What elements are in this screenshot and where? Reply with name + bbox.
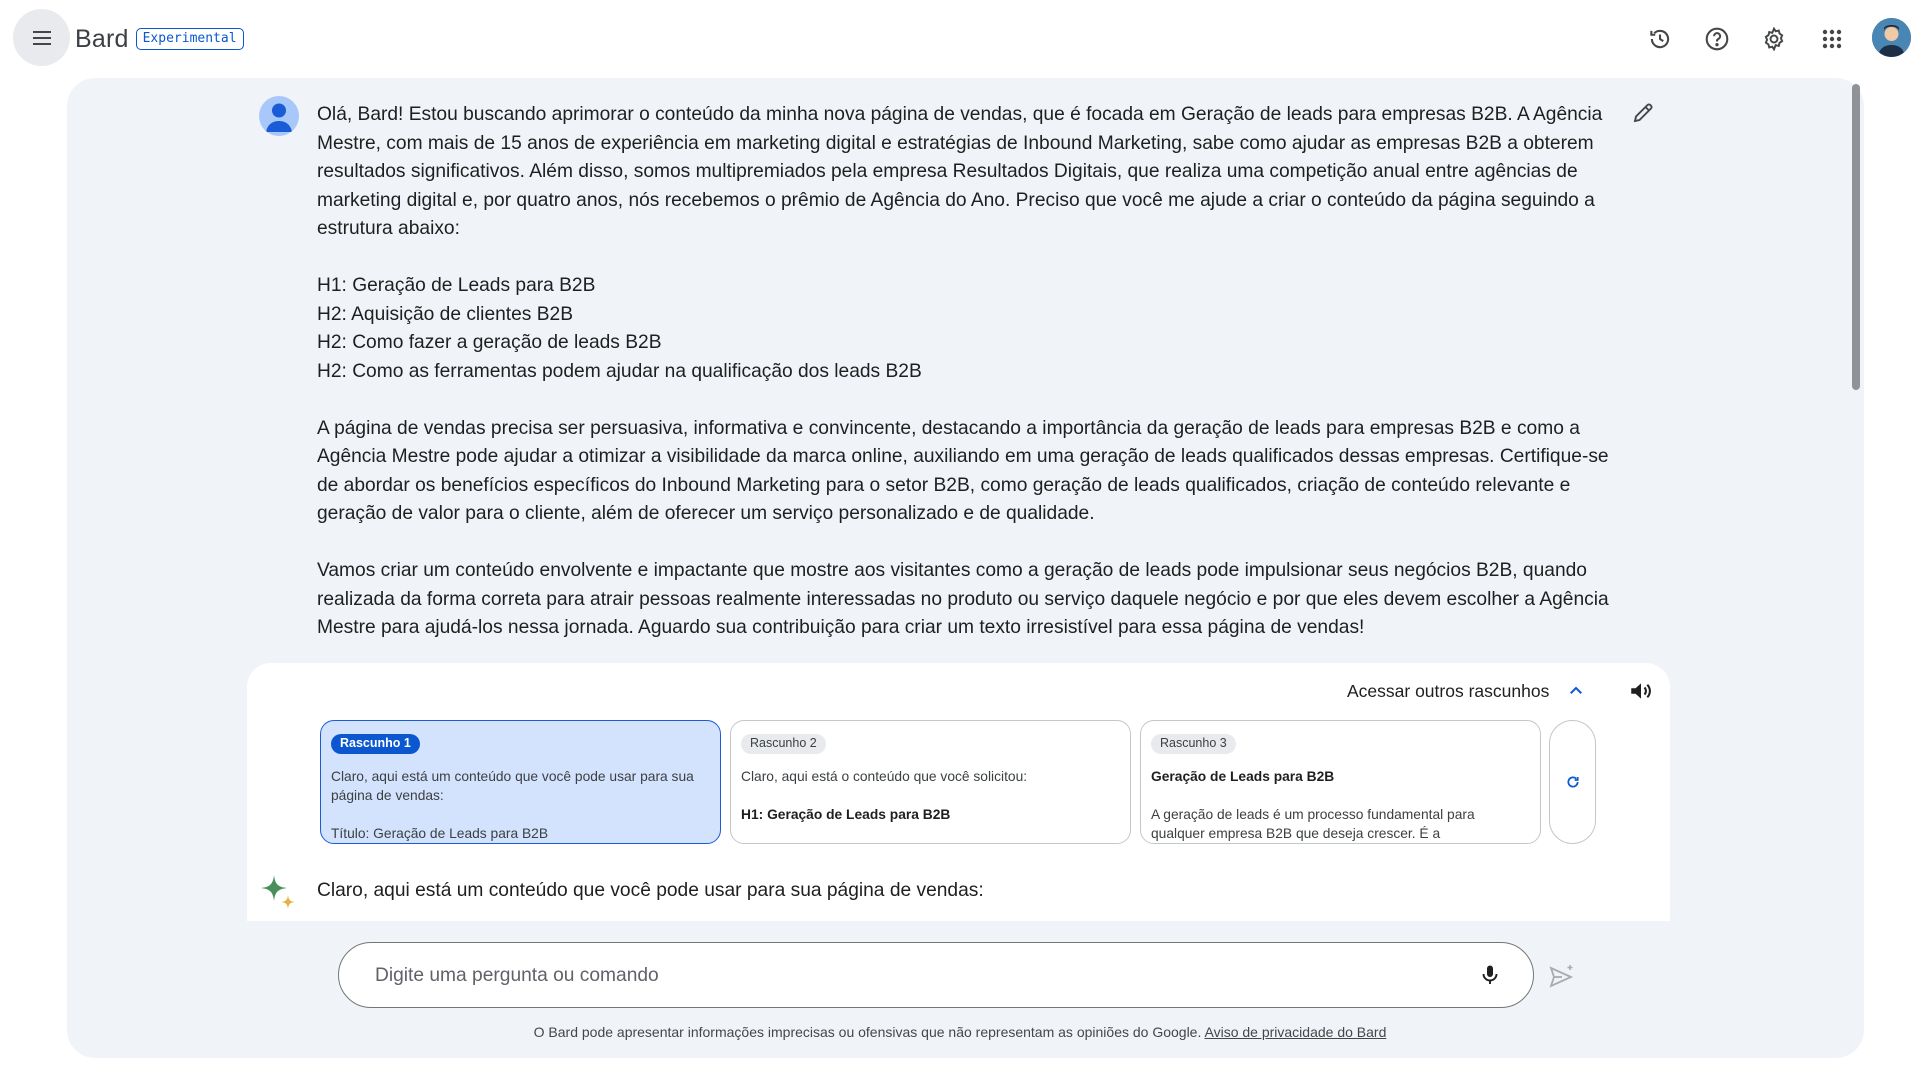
experimental-badge: Experimental	[136, 28, 244, 50]
google-apps-button[interactable]	[1814, 21, 1850, 57]
send-icon	[1548, 963, 1576, 991]
voice-input-button[interactable]	[1473, 958, 1507, 992]
drafts-toggle-label: Acessar outros rascunhos	[1347, 680, 1550, 701]
prompt-paragraph: A página de vendas precisa ser persuasiva, informativa e convincente, destacando a importância da geração de leads para empresas B2B e como a Agência Mestre pode ajudar a otimizar a visibilidade da marca online, auxiliando em uma geração de leads qualificados dessas empresas. Certifique-se de abordar os benefícios específicos do Inbound Marketing para o setor B2B, como geração de leads qualificados, criação de conteúdo relevante e geração de valor para o cliente, além de oferecer um serviço personalizado e de qualidade.	[317, 417, 1609, 524]
response-text: Claro, aqui está um conteúdo que você pode usar para sua página de vendas:	[317, 880, 984, 901]
draft-preview-line: Geração de Leads para B2B	[1151, 769, 1335, 784]
send-button[interactable]	[1546, 961, 1578, 993]
speaker-icon	[1628, 678, 1654, 704]
top-bar	[0, 0, 1920, 78]
draft-chip: Rascunho 3	[1151, 734, 1236, 754]
account-avatar[interactable]	[1872, 18, 1911, 57]
listen-button[interactable]	[1624, 674, 1658, 708]
draft-chip: Rascunho 1	[331, 734, 420, 754]
history-button[interactable]	[1642, 21, 1678, 57]
bard-sparkle-icon	[260, 873, 298, 911]
draft-card-3[interactable]	[1140, 720, 1541, 844]
refresh-icon	[1565, 774, 1581, 790]
apps-grid-icon	[1820, 27, 1844, 51]
edit-prompt-button[interactable]	[1628, 98, 1658, 128]
draft-card-1[interactable]	[320, 720, 721, 844]
draft-preview	[741, 767, 1120, 824]
prompt-paragraph: Olá, Bard! Estou buscando aprimorar o conteúdo da minha nova página de vendas, que é focada em Geração de leads para empresas B2B. A Agência Mestre, com mais de 15 anos de experiência em marketing digital e estratégias de Inbound Marketing, sabe como ajudar as empresas B2B a obterem resultados significativos. Além disso, somos multipremiados pela empresa Resultados Digitais, que realiza uma competição anual entre agências de marketing digital e, por quatro anos, nós recebemos o prêmio de Agência do Ano. Preciso que você me ajude a criar o conteúdo da página seguindo a estrutura abaixo:	[317, 104, 1603, 239]
draft-preview-line: Claro, aqui está o conteúdo que você solicitou:	[741, 769, 1028, 784]
draft-chip: Rascunho 2	[741, 734, 826, 754]
prompt-outline-line: H2: Como as ferramentas podem ajudar na qualificação dos leads B2B	[317, 360, 922, 382]
settings-button[interactable]	[1756, 21, 1792, 57]
help-button[interactable]	[1699, 21, 1735, 57]
draft-card-2[interactable]	[730, 720, 1131, 844]
draft-preview-line: H1: Geração de Leads para B2B	[741, 807, 951, 822]
menu-icon	[30, 26, 54, 50]
user-avatar	[259, 96, 299, 136]
user-icon	[259, 96, 299, 136]
history-icon	[1647, 26, 1673, 52]
user-prompt	[317, 101, 1617, 643]
prompt-outline-line: H2: Aquisição de clientes B2B	[317, 303, 573, 325]
draft-preview	[331, 767, 710, 843]
help-icon	[1704, 26, 1730, 52]
main-menu-button[interactable]	[13, 9, 70, 66]
prompt-paragraph: Vamos criar um conteúdo envolvente e impactante que mostre aos visitantes como a geração de leads pode impulsionar seus negócios B2B, quando realizada da forma correta para atrair pessoas realmente interessadas no produto ou serviço daquele negócio e por que eles devem escolher a Agência Mestre para ajudá-los nessa jornada. Aguardo sua contribuição para criar um texto irresistível para essa página de vendas!	[317, 560, 1609, 638]
draft-preview-line: A geração de leads é um processo fundamental para qualquer empresa B2B que deseja crescer. É a	[1151, 807, 1475, 841]
draft-preview-line: Claro, aqui está um conteúdo que você pode usar para sua página de vendas:	[331, 769, 694, 803]
draft-preview	[1151, 767, 1530, 843]
gear-icon	[1761, 26, 1787, 52]
privacy-notice-link[interactable]: Aviso de privacidade do Bard	[1204, 1024, 1387, 1040]
brand	[75, 22, 244, 56]
regenerate-drafts-button[interactable]	[1549, 720, 1596, 844]
prompt-outline-line: H2: Como fazer a geração de leads B2B	[317, 332, 662, 353]
view-other-drafts-toggle[interactable]	[1347, 678, 1585, 704]
disclaimer-text: O Bard pode apresentar informações imprecisas ou ofensivas que não representam as opiniões do Google.	[533, 1024, 1202, 1040]
draft-preview-line: Título: Geração de Leads para B2B	[331, 826, 549, 841]
pencil-icon	[1631, 101, 1655, 125]
scrollbar-thumb[interactable]	[1852, 84, 1860, 390]
account-avatar-icon	[1872, 18, 1911, 57]
prompt-input-container	[338, 942, 1534, 1008]
app-name: Bard	[75, 24, 129, 53]
prompt-input[interactable]	[375, 962, 1455, 990]
prompt-outline-line: H1: Geração de Leads para B2B	[317, 275, 596, 296]
disclaimer	[0, 1024, 1920, 1040]
microphone-icon	[1478, 963, 1502, 987]
chevron-up-icon	[1567, 682, 1585, 700]
